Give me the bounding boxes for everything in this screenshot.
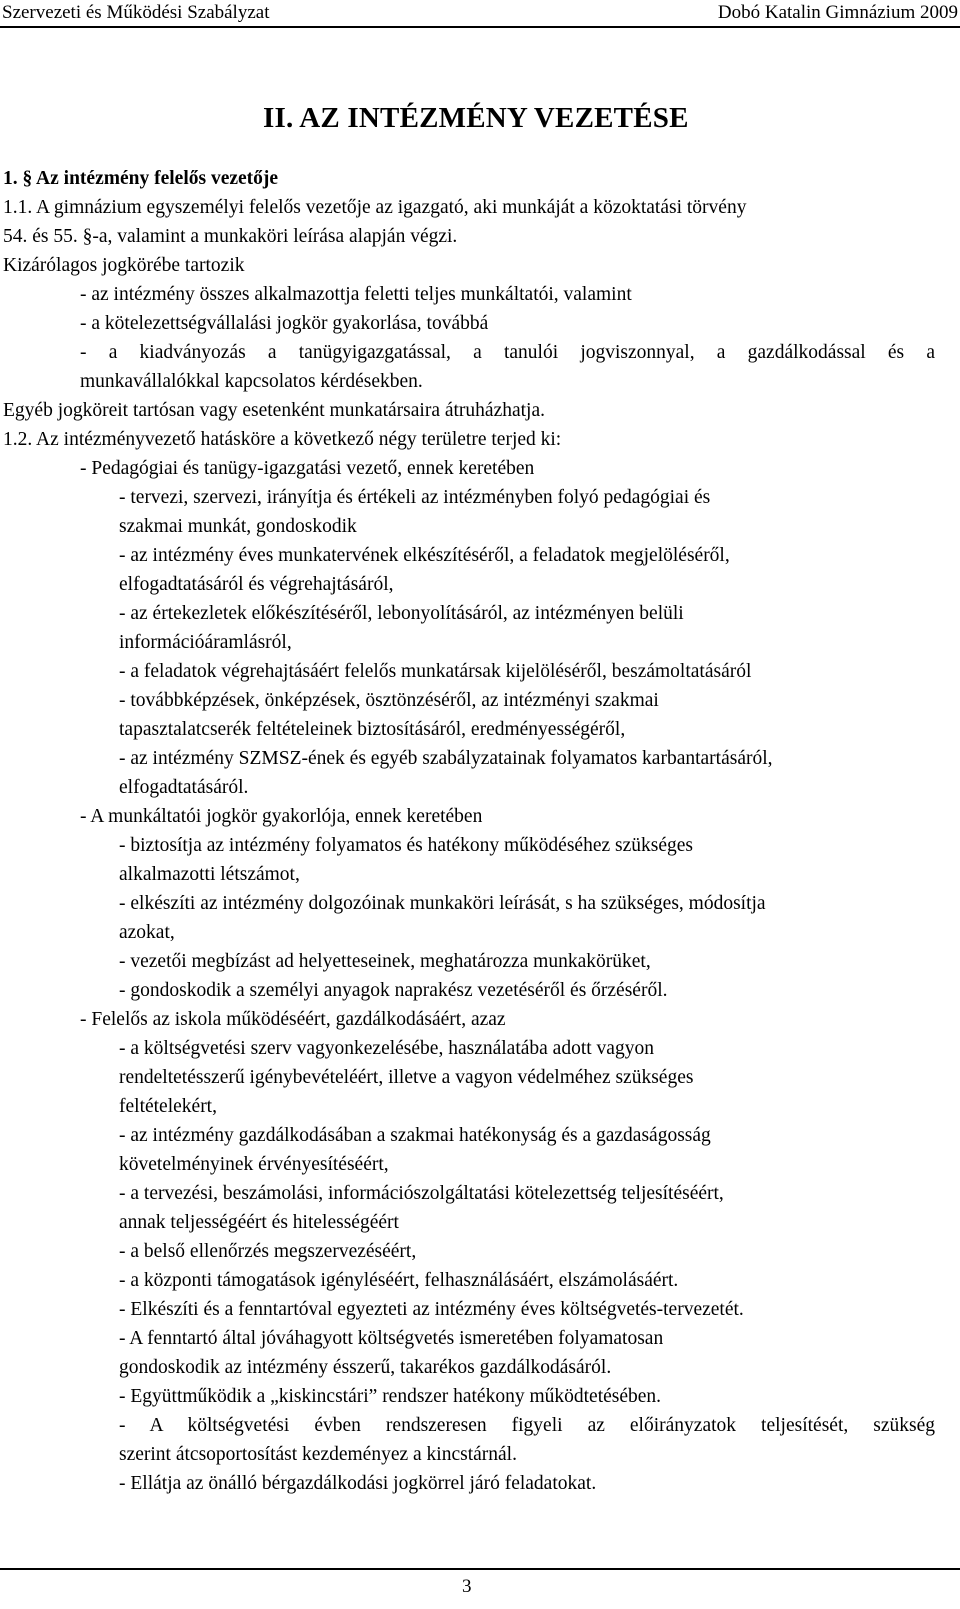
text-line: - az intézmény SZMSZ-ének és egyéb szabályzatainak folyamatos karbantartásáról, bbox=[119, 748, 773, 769]
text-line: szerint átcsoportosítást kezdeményez a kincstárnál. bbox=[119, 1444, 517, 1465]
text-line: - biztosítja az intézmény folyamatos és hatékony működéséhez szükséges bbox=[119, 835, 693, 856]
text-line: - a költségvetési szerv vagyonkezelésébe, használatába adott vagyon bbox=[119, 1038, 654, 1059]
text-line: - Pedagógiai és tanügy-igazgatási vezető, ennek keretében bbox=[80, 458, 535, 479]
header-right-text: Dobó Katalin Gimnázium 2009 bbox=[717, 2, 958, 23]
text-line: - Ellátja az önálló bérgazdálkodási jogkörrel járó feladatokat. bbox=[119, 1473, 597, 1494]
text-line: - Elkészíti és a fenntartóval egyezteti az intézmény éves költségvetés-tervezetét. bbox=[119, 1299, 744, 1320]
page-number: 3 bbox=[462, 1576, 472, 1597]
text-line: tapasztalatcserék feltételeinek biztosításáról, eredményességéről, bbox=[119, 719, 626, 740]
text-line: - A költségvetési évben rendszeresen figyeli az előirányzatok teljesítését, szükség bbox=[119, 1415, 935, 1436]
text-line: - a feladatok végrehajtásáért felelős munkatársak kijelöléséről, beszámoltatásáról bbox=[119, 661, 752, 682]
text-line: - a tervezési, beszámolási, információszolgáltatási kötelezettség teljesítéséért, bbox=[119, 1183, 724, 1204]
text-line: - továbbképzések, önképzések, ösztönzéséről, az intézményi szakmai bbox=[119, 690, 659, 711]
text-line: - tervezi, szervezi, irányítja és értékeli az intézményben folyó pedagógiai és bbox=[119, 487, 711, 508]
text-line: - az intézmény gazdálkodásában a szakmai hatékonyság és a gazdaságosság bbox=[119, 1125, 711, 1146]
text-line: elfogadtatásáról. bbox=[119, 777, 249, 798]
text-line: követelményinek érvényesítéséért, bbox=[119, 1154, 389, 1175]
text-line: 54. és 55. §-a, valamint a munkaköri leírása alapján végzi. bbox=[3, 226, 458, 247]
text-line: - az intézmény éves munkatervének elkészítéséről, a feladatok megjelöléséről, bbox=[119, 545, 730, 566]
text-line: feltételekért, bbox=[119, 1096, 217, 1117]
text-line: 1.1. A gimnázium egyszemélyi felelős vezetője az igazgató, aki munkáját a közoktatási törvény bbox=[3, 197, 747, 218]
text-line: Kizárólagos jogkörébe tartozik bbox=[3, 255, 245, 276]
text-line: munkavállalókkal kapcsolatos kérdésekben. bbox=[80, 371, 423, 392]
page-header bbox=[0, 0, 960, 28]
text-line: gondoskodik az intézmény ésszerű, takarékos gazdálkodásáról. bbox=[119, 1357, 612, 1378]
text-line: - A munkáltatói jogkör gyakorlója, ennek keretében bbox=[80, 806, 483, 827]
text-line: információáramlásról, bbox=[119, 632, 292, 653]
text-line: annak teljességéért és hitelességéért bbox=[119, 1212, 399, 1233]
text-line: - az értekezletek előkészítéséről, lebonyolításáról, az intézményen belüli bbox=[119, 603, 684, 624]
text-line: - vezetői megbízást ad helyetteseinek, meghatározza munkakörüket, bbox=[119, 951, 651, 972]
text-line: - gondoskodik a személyi anyagok naprakész vezetéséről és őrzéséről. bbox=[119, 980, 668, 1001]
text-line: - elkészíti az intézmény dolgozóinak munkaköri leírását, s ha szükséges, módosítja bbox=[119, 893, 766, 914]
text-line: - az intézmény összes alkalmazottja feletti teljes munkáltatói, valamint bbox=[80, 284, 632, 305]
text-line: rendeltetésszerű igénybevételéért, illetve a vagyon védelméhez szükséges bbox=[119, 1067, 694, 1088]
text-line: elfogadtatásáról és végrehajtásáról, bbox=[119, 574, 394, 595]
text-line: Egyéb jogköreit tartósan vagy esetenként munkatársaira átruházhatja. bbox=[3, 400, 545, 421]
text-line: szakmai munkát, gondoskodik bbox=[119, 516, 357, 537]
text-line: - Felelős az iskola működéséért, gazdálkodásáért, azaz bbox=[80, 1009, 506, 1030]
text-line: - a kiadványozás a tanügyigazgatással, a tanulói jogviszonnyal, a gazdálkodással és a bbox=[80, 342, 935, 363]
text-line: 1.2. Az intézményvezető hatásköre a következő négy területre terjed ki: bbox=[3, 429, 562, 450]
text-line: alkalmazotti létszámot, bbox=[119, 864, 300, 885]
header-left-text: Szervezeti és Működési Szabályzat bbox=[2, 2, 270, 23]
section-heading: 1. § Az intézmény felelős vezetője bbox=[3, 168, 279, 189]
footer-rule bbox=[0, 1568, 960, 1570]
text-line: - A fenntartó által jóváhagyott költségvetés ismeretében folyamatosan bbox=[119, 1328, 664, 1349]
text-line: - a belső ellenőrzés megszervezéséért, bbox=[119, 1241, 417, 1262]
chapter-title: II. AZ INTÉZMÉNY VEZETÉSE bbox=[263, 102, 689, 134]
text-line: - a kötelezettségvállalási jogkör gyakorlása, továbbá bbox=[80, 313, 489, 334]
text-line: azokat, bbox=[119, 922, 175, 943]
text-line: - a központi támogatások igényléséért, felhasználásáért, elszámolásáért. bbox=[119, 1270, 679, 1291]
text-line: - Együttműködik a „kiskincstári” rendszer hatékony működtetésében. bbox=[119, 1386, 662, 1407]
